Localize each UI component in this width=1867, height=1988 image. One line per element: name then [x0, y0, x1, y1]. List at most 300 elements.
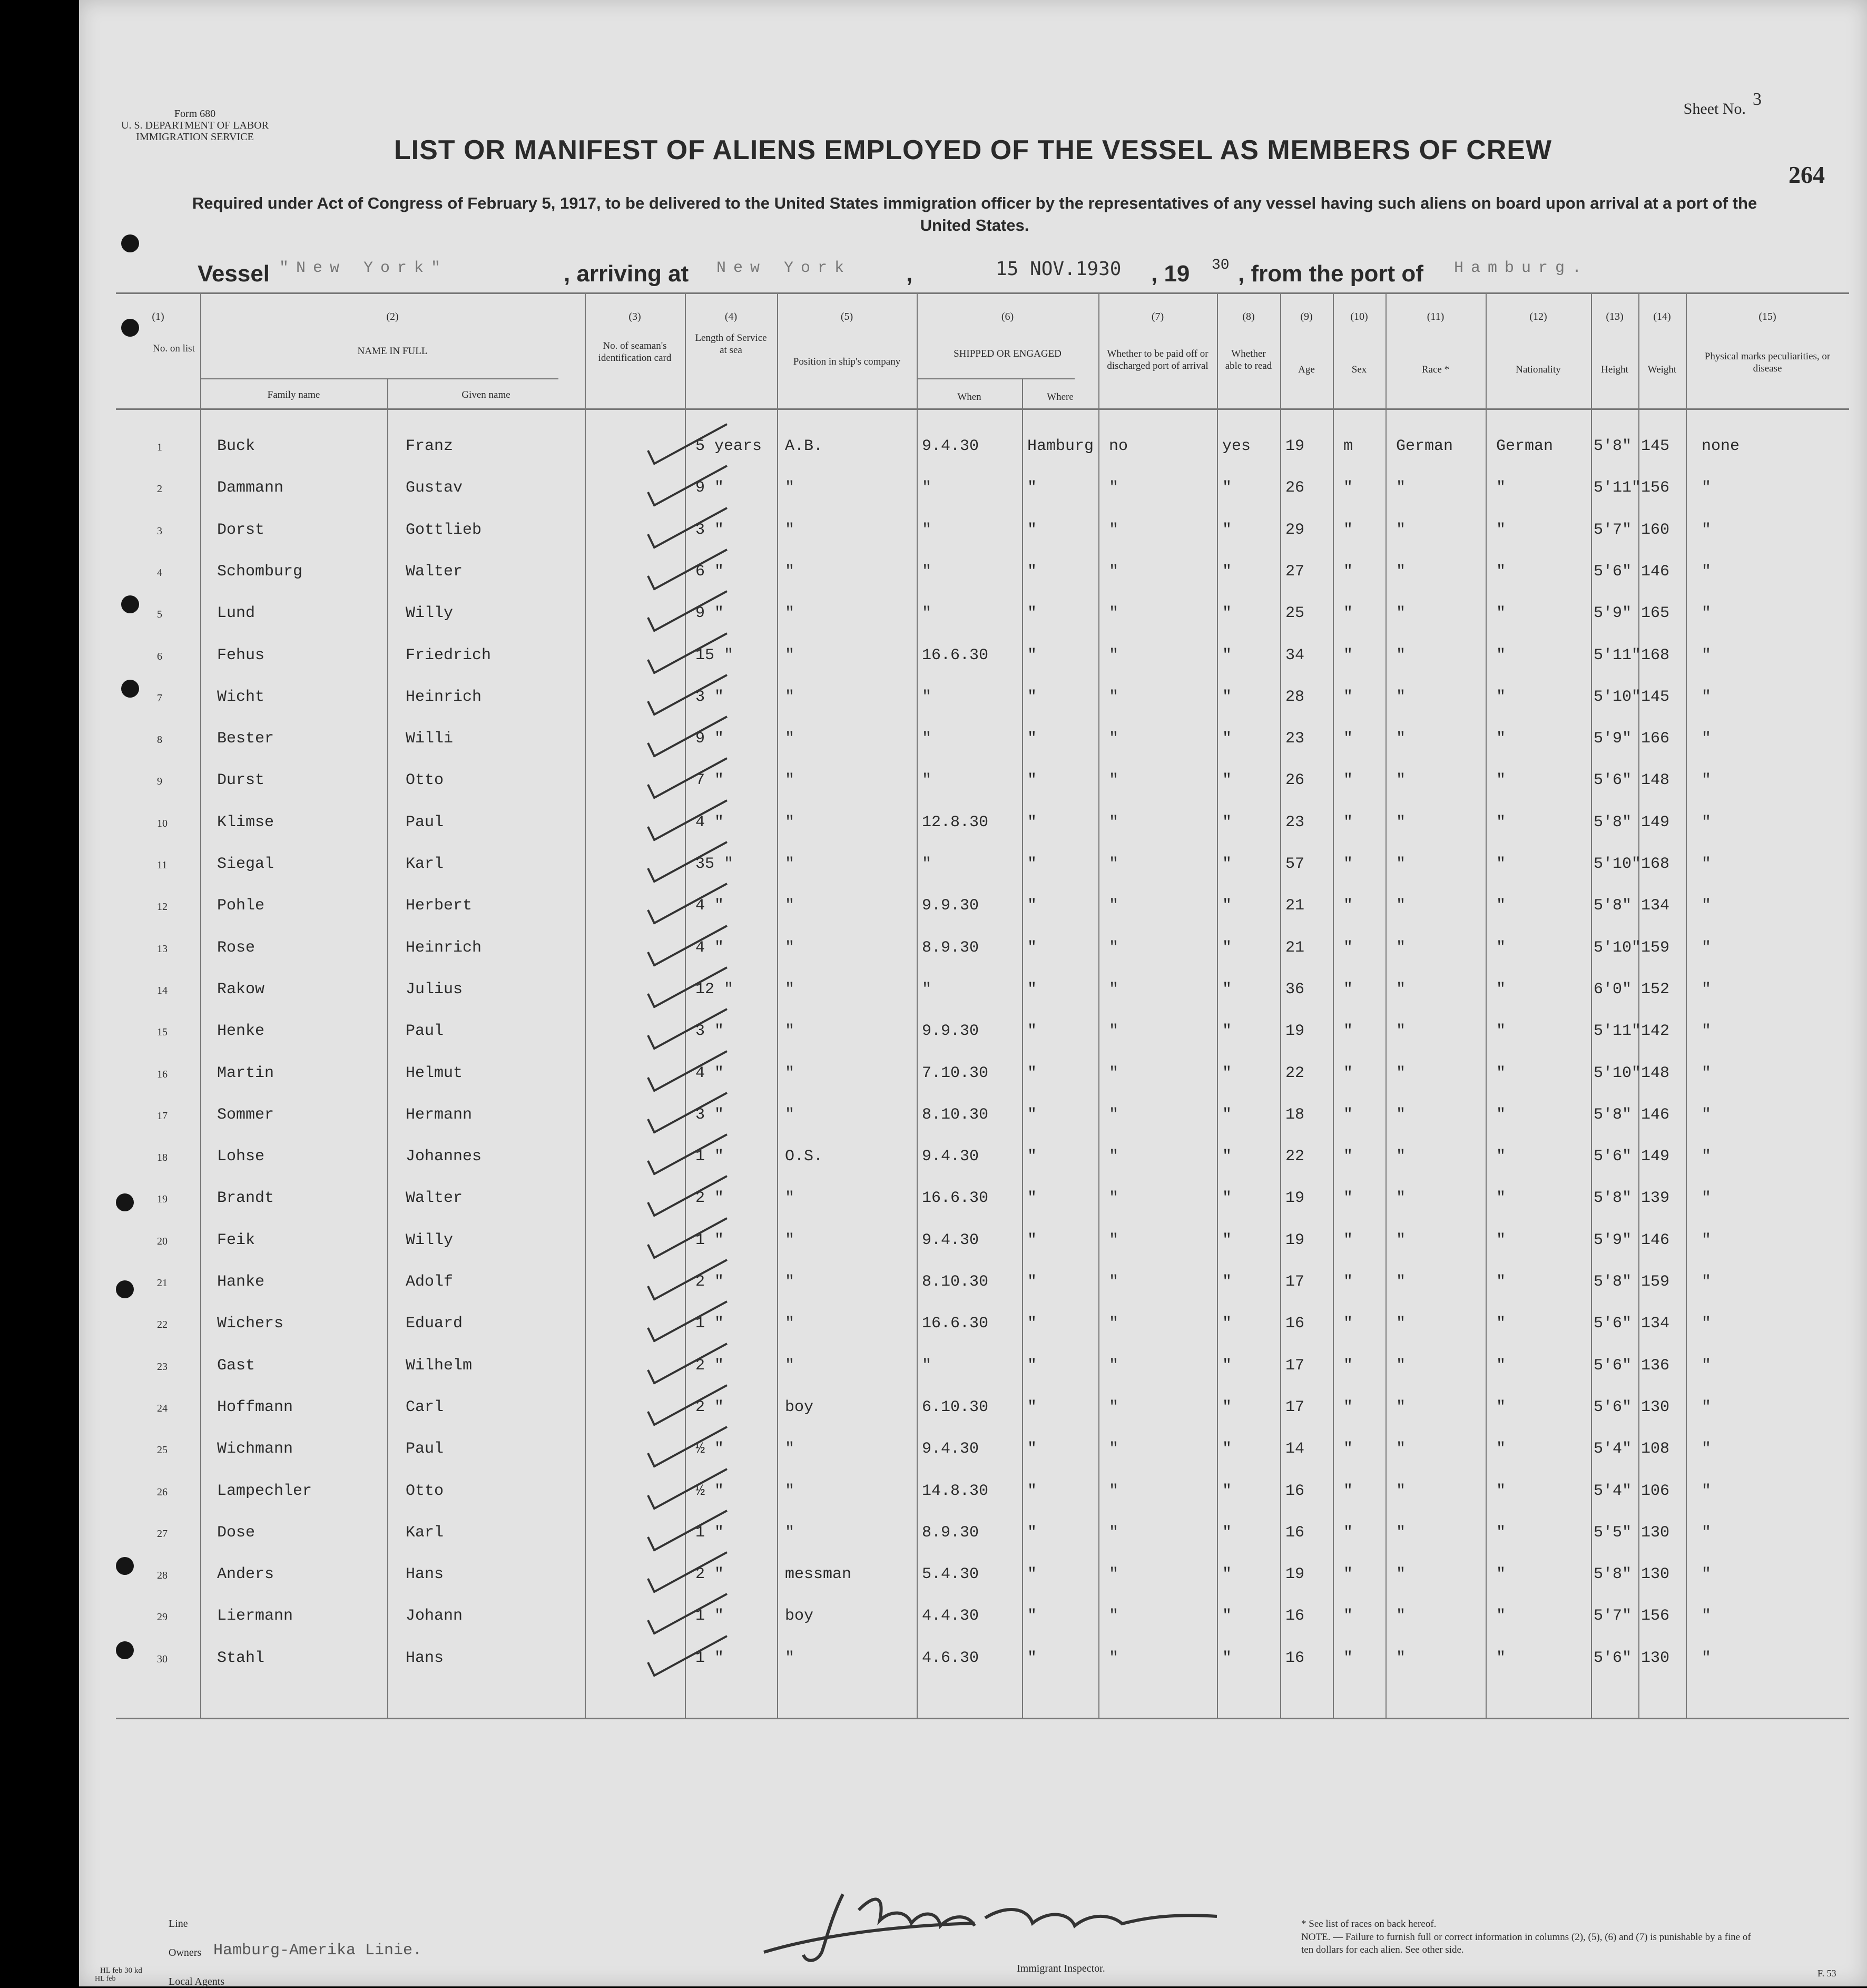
- nationality: ": [1496, 646, 1506, 664]
- race: ": [1396, 1064, 1406, 1082]
- nationality: ": [1496, 1440, 1506, 1458]
- paid-off: ": [1109, 1231, 1119, 1249]
- paid-off: ": [1109, 1315, 1119, 1333]
- race: ": [1396, 646, 1406, 664]
- paid-off: ": [1109, 1189, 1119, 1208]
- check-mark-icon: [643, 1132, 732, 1179]
- weight: 146: [1641, 1231, 1670, 1249]
- height: 5'4": [1594, 1482, 1632, 1500]
- service-length: 4 ": [695, 813, 724, 831]
- given-name: Franz: [406, 437, 454, 455]
- family-name: Anders: [217, 1565, 274, 1584]
- service-length: 3 ": [695, 1105, 724, 1124]
- able-to-read: ": [1222, 1482, 1232, 1500]
- engaged-when: 9.4.30: [922, 1440, 979, 1458]
- engaged-where: ": [1027, 1231, 1037, 1249]
- able-to-read: ": [1222, 479, 1232, 497]
- paid-off: ": [1109, 1022, 1119, 1041]
- weight: 156: [1641, 479, 1670, 497]
- row-number: 27: [157, 1527, 168, 1540]
- check-mark-icon: [643, 422, 732, 469]
- able-to-read: ": [1222, 688, 1232, 706]
- able-to-read: ": [1222, 1607, 1232, 1625]
- col-num: (7): [1151, 311, 1164, 322]
- engaged-where: ": [1027, 562, 1037, 581]
- col-header-nationality: Nationality: [1516, 364, 1561, 375]
- race: ": [1396, 730, 1406, 748]
- check-mark-icon: [643, 714, 732, 761]
- col-num: (11): [1427, 311, 1445, 322]
- sex: ": [1343, 562, 1353, 581]
- row-number: 18: [157, 1152, 168, 1164]
- row-number: 28: [157, 1570, 168, 1582]
- given-name: Gustav: [406, 479, 463, 497]
- check-mark-icon: [643, 463, 732, 511]
- height: 5'4": [1594, 1440, 1632, 1458]
- able-to-read: ": [1222, 1649, 1232, 1667]
- inspector-label: Immigrant Inspector.: [1017, 1963, 1105, 1974]
- age: 22: [1285, 1064, 1305, 1082]
- physical-marks: ": [1702, 1482, 1712, 1500]
- form-department: U. S. DEPARTMENT OF LABOR: [121, 120, 269, 131]
- col-header-read: Whether able to read: [1225, 348, 1272, 371]
- col-header-age: Age: [1298, 364, 1315, 375]
- position: ": [785, 562, 795, 581]
- sex: ": [1343, 1440, 1353, 1458]
- sex: ": [1343, 1105, 1353, 1124]
- punch-hole: [121, 595, 139, 613]
- height: 5'8": [1594, 1565, 1632, 1584]
- service-length: 7 ": [695, 771, 724, 790]
- row-number: 21: [157, 1277, 168, 1289]
- check-mark-icon: [643, 1257, 732, 1305]
- family-name: Martin: [217, 1064, 274, 1082]
- service-length: 4 ": [695, 897, 724, 915]
- engaged-where: ": [1027, 1607, 1037, 1625]
- race: ": [1396, 1273, 1406, 1291]
- local-agents-label: Local Agents: [169, 1976, 225, 1987]
- engaged-when: 8.9.30: [922, 1523, 979, 1542]
- nationality: ": [1496, 1482, 1506, 1500]
- given-name: Hermann: [406, 1105, 473, 1124]
- col-header-paid: Whether to be paid off or discharged port of arrival: [1107, 348, 1208, 371]
- paid-off: ": [1109, 479, 1119, 497]
- sex: ": [1343, 1022, 1353, 1041]
- owners-value: Hamburg-Amerika Linie.: [213, 1942, 422, 1960]
- paid-off: ": [1109, 855, 1119, 873]
- engaged-where: ": [1027, 1482, 1037, 1500]
- engaged-where: ": [1027, 1649, 1037, 1667]
- physical-marks: ": [1702, 855, 1712, 873]
- paid-off: ": [1109, 1523, 1119, 1542]
- sex: ": [1343, 1356, 1353, 1375]
- paid-off: ": [1109, 688, 1119, 706]
- family-name: Siegal: [217, 855, 274, 873]
- given-name: Hans: [406, 1649, 444, 1667]
- row-number: 9: [157, 776, 162, 788]
- col-num: (14): [1653, 311, 1671, 322]
- row-number: 14: [157, 984, 168, 996]
- engaged-when: 8.10.30: [922, 1273, 989, 1291]
- nationality: ": [1496, 604, 1506, 623]
- age: 21: [1285, 938, 1305, 957]
- engaged-when: ": [922, 521, 932, 539]
- age: 19: [1285, 1189, 1305, 1208]
- height: 5'8": [1594, 437, 1632, 455]
- row-number: 19: [157, 1193, 168, 1206]
- family-name: Durst: [217, 771, 265, 790]
- column-rule: [1591, 292, 1592, 1718]
- given-name: Otto: [406, 1482, 444, 1500]
- check-mark-icon: [643, 1299, 732, 1346]
- nationality: ": [1496, 771, 1506, 790]
- paid-off: ": [1109, 1607, 1119, 1625]
- physical-marks: ": [1702, 1649, 1712, 1667]
- col-header-given: Given name: [461, 389, 510, 400]
- physical-marks: ": [1702, 1315, 1712, 1333]
- family-name: Feik: [217, 1231, 256, 1249]
- family-name: Rose: [217, 938, 256, 957]
- family-name: Dammann: [217, 479, 284, 497]
- year-suffix: 30: [1212, 257, 1230, 273]
- weight: 165: [1641, 604, 1670, 623]
- height: 5'10": [1594, 1064, 1642, 1082]
- paid-off: ": [1109, 897, 1119, 915]
- row-number: 30: [157, 1653, 168, 1665]
- row-number: 29: [157, 1611, 168, 1623]
- sex: ": [1343, 1273, 1353, 1291]
- family-name: Wichers: [217, 1315, 284, 1333]
- given-name: Gottlieb: [406, 521, 482, 539]
- form-code: F. 53: [1817, 1968, 1836, 1979]
- sex: ": [1343, 1231, 1353, 1249]
- engaged-when: ": [922, 479, 932, 497]
- height: 5'6": [1594, 562, 1632, 581]
- weight: 160: [1641, 521, 1670, 539]
- engaged-where: ": [1027, 938, 1037, 957]
- service-length: 3 ": [695, 1022, 724, 1041]
- sex: ": [1343, 1649, 1353, 1667]
- position: ": [785, 479, 795, 497]
- sex: ": [1343, 1482, 1353, 1500]
- age: 19: [1285, 1022, 1305, 1041]
- service-length: 2 ": [695, 1356, 724, 1375]
- row-number: 23: [157, 1360, 168, 1373]
- position: ": [785, 1105, 795, 1124]
- engaged-when: 16.6.30: [922, 646, 989, 664]
- from-port: Hamburg.: [1454, 259, 1589, 277]
- service-length: 4 ": [695, 938, 724, 957]
- race: ": [1396, 479, 1406, 497]
- able-to-read: ": [1222, 813, 1232, 831]
- sex: m: [1343, 437, 1353, 455]
- height: 5'9": [1594, 604, 1632, 623]
- check-mark-icon: [643, 1591, 732, 1639]
- paid-off: ": [1109, 1356, 1119, 1375]
- physical-marks: ": [1702, 1189, 1712, 1208]
- family-name: Lund: [217, 604, 256, 623]
- engaged-where: ": [1027, 1064, 1037, 1082]
- position: ": [785, 1440, 795, 1458]
- nationality: ": [1496, 1273, 1506, 1291]
- service-length: 1 ": [695, 1649, 724, 1667]
- height: 6'0": [1594, 980, 1632, 998]
- check-mark-icon: [643, 1550, 732, 1597]
- physical-marks: ": [1702, 1273, 1712, 1291]
- physical-marks: ": [1702, 1022, 1712, 1041]
- height: 5'10": [1594, 688, 1642, 706]
- check-mark-icon: [643, 798, 732, 845]
- race: ": [1396, 1649, 1406, 1667]
- engaged-where: ": [1027, 521, 1037, 539]
- physical-marks: ": [1702, 1523, 1712, 1542]
- vessel-name: "New York": [279, 259, 448, 277]
- bottom-left-code: HL feb 30 kd: [100, 1966, 142, 1975]
- given-name: Herbert: [406, 897, 473, 915]
- height: 5'6": [1594, 1356, 1632, 1375]
- col-num: (8): [1242, 311, 1255, 322]
- row-number: 4: [157, 566, 162, 579]
- row-number: 22: [157, 1319, 168, 1331]
- position: ": [785, 771, 795, 790]
- position: ": [785, 1273, 795, 1291]
- height: 5'8": [1594, 1105, 1632, 1124]
- engaged-when: 4.4.30: [922, 1607, 979, 1625]
- sex: ": [1343, 897, 1353, 915]
- from-label: , from the port of: [1238, 261, 1423, 287]
- service-length: 1 ": [695, 1315, 724, 1333]
- height: 5'6": [1594, 1649, 1632, 1667]
- physical-marks: ": [1702, 1356, 1712, 1375]
- family-name: Bester: [217, 730, 274, 748]
- given-name: Paul: [406, 1022, 444, 1041]
- paid-off: ": [1109, 646, 1119, 664]
- service-length: 2 ": [695, 1273, 724, 1291]
- family-name: Fehus: [217, 646, 265, 664]
- col-num: (9): [1300, 311, 1313, 322]
- nationality: ": [1496, 1356, 1506, 1375]
- weight: 156: [1641, 1607, 1670, 1625]
- age: 26: [1285, 771, 1305, 790]
- sex: ": [1343, 730, 1353, 748]
- position: ": [785, 1022, 795, 1041]
- row-number: 25: [157, 1444, 168, 1456]
- race: ": [1396, 1148, 1406, 1166]
- race: ": [1396, 897, 1406, 915]
- age: 17: [1285, 1356, 1305, 1375]
- age: 19: [1285, 437, 1305, 455]
- able-to-read: ": [1222, 938, 1232, 957]
- position: A.B.: [785, 437, 823, 455]
- check-mark-icon: [643, 756, 732, 803]
- sex: ": [1343, 1565, 1353, 1584]
- sex: ": [1343, 813, 1353, 831]
- column-rule: [1333, 292, 1334, 1718]
- physical-marks: ": [1702, 730, 1712, 748]
- weight: 106: [1641, 1482, 1670, 1500]
- position: ": [785, 688, 795, 706]
- row-number: 17: [157, 1110, 168, 1122]
- height: 5'8": [1594, 897, 1632, 915]
- arriving-port: New York: [716, 259, 852, 277]
- check-mark-icon: [643, 1383, 732, 1430]
- height: 5'10": [1594, 938, 1642, 957]
- engaged-when: 9.9.30: [922, 1022, 979, 1041]
- sheet-label: Sheet No.: [1683, 100, 1746, 117]
- sex: ": [1343, 938, 1353, 957]
- given-name: Carl: [406, 1398, 444, 1416]
- row-number: 24: [157, 1402, 168, 1414]
- check-mark-icon: [643, 1006, 732, 1054]
- paid-off: ": [1109, 1649, 1119, 1667]
- nationality: ": [1496, 479, 1506, 497]
- height: 5'6": [1594, 771, 1632, 790]
- col-header-weight: Weight: [1647, 364, 1677, 375]
- service-length: ½ ": [695, 1482, 724, 1500]
- service-length: 9 ": [695, 479, 724, 497]
- column-rule: [387, 378, 388, 1718]
- given-name: Paul: [406, 1440, 444, 1458]
- col-header-sex: Sex: [1351, 364, 1367, 375]
- family-name: Schomburg: [217, 562, 303, 581]
- able-to-read: ": [1222, 646, 1232, 664]
- column-rule: [1217, 292, 1218, 1718]
- able-to-read: ": [1222, 562, 1232, 581]
- age: 27: [1285, 562, 1305, 581]
- family-name: Klimse: [217, 813, 274, 831]
- weight: 136: [1641, 1356, 1670, 1375]
- race: ": [1396, 1231, 1406, 1249]
- service-length: 1 ": [695, 1231, 724, 1249]
- age: 29: [1285, 521, 1305, 539]
- col-num: (1): [152, 311, 164, 322]
- position: ": [785, 980, 795, 998]
- punch-hole: [121, 234, 139, 252]
- family-name: Brandt: [217, 1189, 274, 1208]
- subheader-rule: [917, 378, 1075, 379]
- physical-marks: ": [1702, 813, 1712, 831]
- subheader-rule: [200, 378, 558, 379]
- engaged-when: ": [922, 980, 932, 998]
- weight: 149: [1641, 1148, 1670, 1166]
- sex: ": [1343, 855, 1353, 873]
- paid-off: ": [1109, 1273, 1119, 1291]
- inspector-signature: [753, 1873, 1227, 1968]
- race: ": [1396, 1440, 1406, 1458]
- weight: 168: [1641, 646, 1670, 664]
- weight: 130: [1641, 1398, 1670, 1416]
- engaged-when: ": [922, 604, 932, 623]
- check-mark-icon: [643, 1049, 732, 1096]
- given-name: Willy: [406, 604, 454, 623]
- sex: ": [1343, 646, 1353, 664]
- row-number: 15: [157, 1026, 168, 1039]
- physical-marks: ": [1702, 980, 1712, 998]
- race: ": [1396, 1315, 1406, 1333]
- family-name: Hoffmann: [217, 1398, 293, 1416]
- height: 5'7": [1594, 1607, 1632, 1625]
- engaged-where: ": [1027, 688, 1037, 706]
- punch-hole: [116, 1280, 134, 1298]
- weight: 139: [1641, 1189, 1670, 1208]
- form-number: Form 680: [174, 108, 216, 120]
- engaged-when: ": [922, 688, 932, 706]
- given-name: Eduard: [406, 1315, 463, 1333]
- engaged-where: ": [1027, 1440, 1037, 1458]
- height: 5'10": [1594, 855, 1642, 873]
- check-mark-icon: [643, 965, 732, 1012]
- vessel-label: Vessel: [198, 261, 270, 287]
- service-length: 3 ": [695, 688, 724, 706]
- age: 28: [1285, 688, 1305, 706]
- race: ": [1396, 771, 1406, 790]
- nationality: German: [1496, 437, 1554, 455]
- check-mark-icon: [643, 1466, 732, 1514]
- engaged-where: ": [1027, 1148, 1037, 1166]
- family-name: Hanke: [217, 1273, 265, 1291]
- position: O.S.: [785, 1148, 823, 1166]
- col-header-position: Position in ship's company: [793, 356, 901, 367]
- paid-off: no: [1109, 437, 1128, 455]
- engaged-when: 9.9.30: [922, 897, 979, 915]
- nationality: ": [1496, 562, 1506, 581]
- engaged-where: ": [1027, 646, 1037, 664]
- position: ": [785, 1064, 795, 1082]
- engaged-where: ": [1027, 1273, 1037, 1291]
- able-to-read: ": [1222, 855, 1232, 873]
- sex: ": [1343, 1148, 1353, 1166]
- height: 5'8": [1594, 1273, 1632, 1291]
- service-length: 5 years: [695, 437, 762, 455]
- position: ": [785, 1482, 795, 1500]
- given-name: Willi: [406, 730, 454, 748]
- position: boy: [785, 1607, 814, 1625]
- row-number: 3: [157, 525, 162, 537]
- weight: 146: [1641, 1105, 1670, 1124]
- height: 5'11": [1594, 1022, 1642, 1041]
- physical-marks: ": [1702, 688, 1712, 706]
- weight: 149: [1641, 813, 1670, 831]
- age: 23: [1285, 730, 1305, 748]
- engaged-when: 9.4.30: [922, 1231, 979, 1249]
- given-name: Julius: [406, 980, 463, 998]
- nationality: ": [1496, 855, 1506, 873]
- physical-marks: ": [1702, 1064, 1712, 1082]
- weight: 130: [1641, 1649, 1670, 1667]
- service-length: 6 ": [695, 562, 724, 581]
- weight: 130: [1641, 1523, 1670, 1542]
- given-name: Paul: [406, 813, 444, 831]
- row-number: 10: [157, 817, 168, 829]
- given-name: Johannes: [406, 1148, 482, 1166]
- nationality: ": [1496, 1105, 1506, 1124]
- able-to-read: ": [1222, 1105, 1232, 1124]
- race: ": [1396, 1523, 1406, 1542]
- col-num: (13): [1606, 311, 1624, 322]
- position: ": [785, 1315, 795, 1333]
- age: 16: [1285, 1315, 1305, 1333]
- sex: ": [1343, 1607, 1353, 1625]
- engaged-where: ": [1027, 1523, 1037, 1542]
- height: 5'11": [1594, 479, 1642, 497]
- column-rule: [1486, 292, 1487, 1718]
- weight: 108: [1641, 1440, 1670, 1458]
- col-num: (5): [840, 311, 853, 322]
- weight: 142: [1641, 1022, 1670, 1041]
- given-name: Walter: [406, 562, 463, 581]
- row-number: 16: [157, 1068, 168, 1080]
- given-name: Karl: [406, 855, 444, 873]
